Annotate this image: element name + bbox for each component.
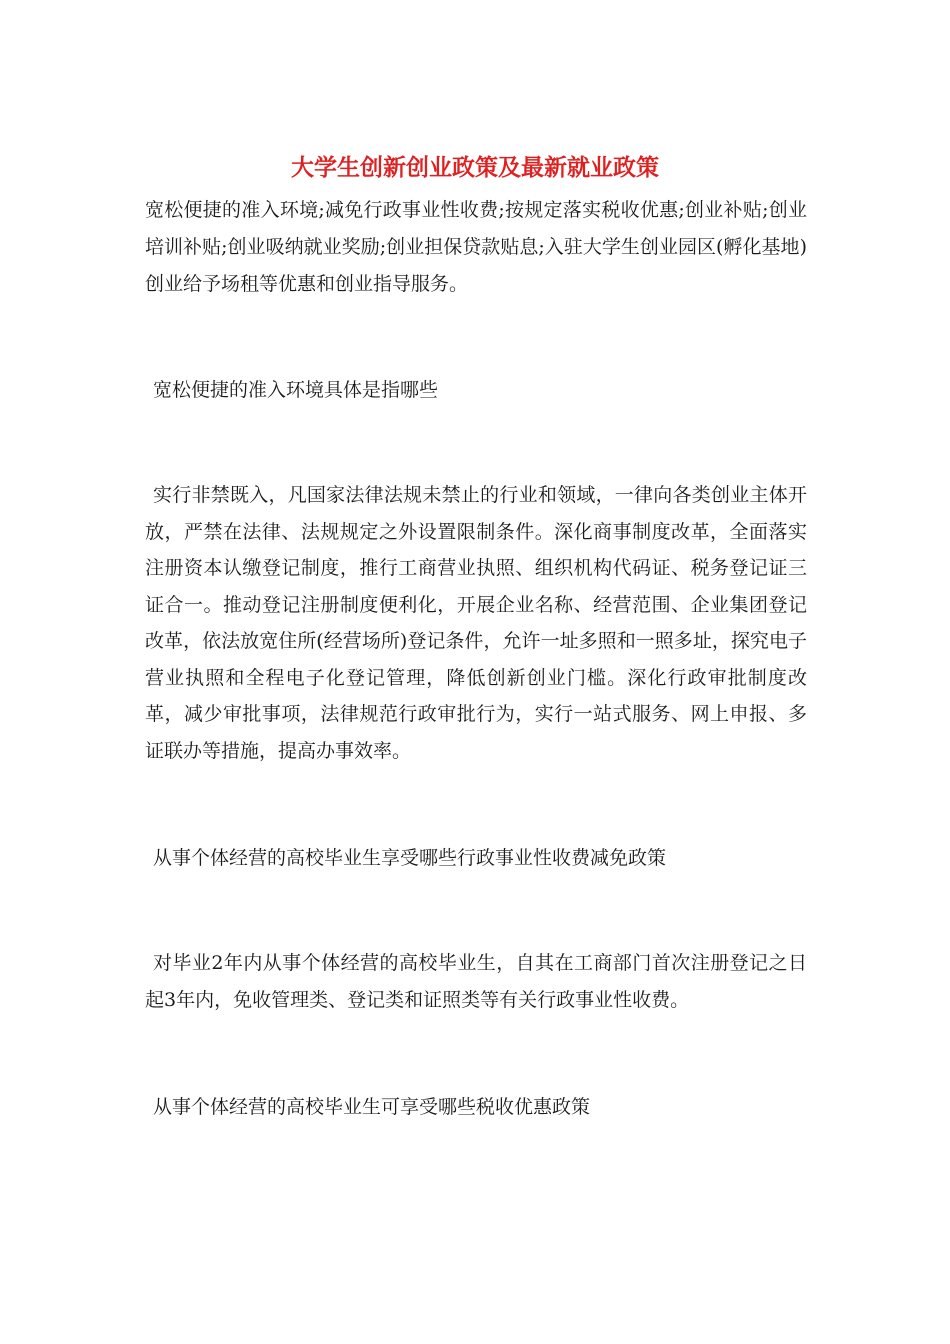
section-body-fee-reduction: 对毕业2年内从事个体经营的高校毕业生，自其在工商部门首次注册登记之日起3年内，免收管理类、登记类和证照类等有关行政事业性收费。 <box>145 952 807 1011</box>
section-heading-fee-reduction: 从事个体经营的高校毕业生享受哪些行政事业性收费减免政策 <box>153 847 667 869</box>
section-heading-entry-environment: 宽松便捷的准入环境具体是指哪些 <box>153 379 439 401</box>
section-body-entry-environment: 实行非禁既入，凡国家法律法规未禁止的行业和领域，一律向各类创业主体开放，严禁在法律、法规规定之外设置限制条件。深化商事制度改革，全面落实注册资本认缴登记制度，推行工商营业执照、组织机构代码证、税务登记证三证合一。推动登记注册制度便利化，开展企业名称、经营范围、企业集团登记改革，依法放宽住所(经营场所)登记条件，允许一址多照和一照多址，探究电子营业执照和全程电子化登记管理，降低创新创业门槛。深化行政审批制度改革，减少审批事项，法律规范行政审批行为，实行一站式服务、网上申报、多证联办等措施，提高办事效率。 <box>145 484 807 762</box>
section-heading-tax-benefits: 从事个体经营的高校毕业生可享受哪些税收优惠政策 <box>153 1096 591 1118</box>
intro-paragraph: 宽松便捷的准入环境;减免行政事业性收费;按规定落实税收优惠;创业补贴;创业培训补贴;创业吸纳就业奖励;创业担保贷款贴息;入驻大学生创业园区(孵化基地)创业给予场租等优惠和创业指导服务。 <box>145 199 807 295</box>
document-title: 大学生创新创业政策及最新就业政策 <box>291 154 659 181</box>
